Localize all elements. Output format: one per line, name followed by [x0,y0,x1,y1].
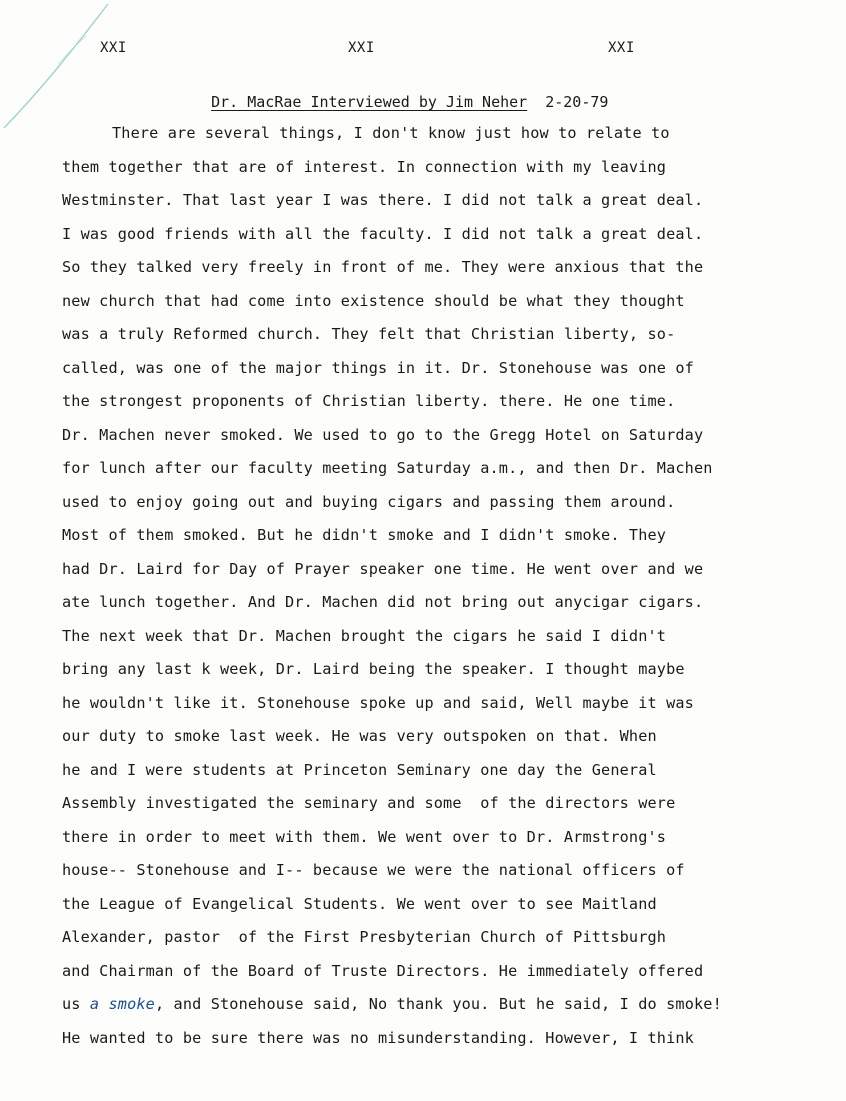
text-line: house-- Stonehouse and I-- because we were the national officers of [62,861,685,879]
line-segment: , and Stonehouse said, No thank you. But he said, I do smoke! [154,995,722,1013]
text-line: Westminster. That last year I was there. I did not talk a great deal. [62,191,704,209]
text-line: ate lunch together. And Dr. Machen did not bring out anycigar cigars. [62,593,704,611]
handwritten-annotation: a smoke [89,995,155,1013]
header-number-left: XXI [100,40,127,56]
page-edge-mark [0,0,120,140]
text-line: our duty to smoke last week. He was very outspoken on that. When [62,727,657,745]
text-line: There are several things, I don't know just how to relate to [112,124,670,142]
header-number-center: XXI [348,40,375,56]
line-segment: us [62,995,90,1013]
text-line: Alexander, pastor of the First Presbyterian Church of Pittsburgh [62,928,667,946]
text-line: them together that are of interest. In connection with my leaving [62,157,667,176]
text-line: there in order to meet with them. We went over to Dr. Armstrong's [62,827,667,846]
text-line: and Chairman of the Board of Truste Directors. He immediately offered [62,961,704,980]
text-line: Most of them smoked. But he didn't smoke and I didn't smoke. They [62,526,667,544]
text-line-annotated [62,993,822,1027]
text-line: the League of Evangelical Students. We went over to see Maitland [62,894,657,913]
text-line: was a truly Reformed church. They felt that Christian liberty, so- [62,325,676,343]
text-line: for lunch after our faculty meeting Saturday a.m., and then Dr. Machen [62,459,713,477]
title-date: 2-20-79 [545,93,609,111]
text-line: He wanted to be sure there was no misunderstanding. However, I think [62,1028,694,1047]
text-line: had Dr. Laird for Day of Prayer speaker one time. He went over and we [62,559,704,578]
text-line: he and I were students at Princeton Seminary one day the General [62,760,657,779]
text-line: new church that had come into existence should be what they thought [62,291,685,310]
text-line: The next week that Dr. Machen brought the cigars he said I didn't [62,626,667,645]
text-line: used to enjoy going out and buying cigars and passing them around. [62,492,676,511]
text-line: I was good friends with all the faculty. I did not talk a great deal. [62,224,704,243]
text-line: he wouldn't like it. Stonehouse spoke up and said, Well maybe it was [62,693,694,712]
body-text [62,122,822,1060]
text-line: the strongest proponents of Christian liberty. there. He one time. [62,392,676,410]
text-line: called, was one of the major things in it. Dr. Stonehouse was one of [62,358,694,377]
document-title [175,75,608,129]
title-text: Dr. MacRae Interviewed by Jim Neher [211,93,528,111]
text-line: So they talked very freely in front of me. They were anxious that the [62,258,704,276]
text-line: bring any last k week, Dr. Laird being the speaker. I thought maybe [62,660,685,678]
text-line: Assembly investigated the seminary and some of the directors were [62,794,676,812]
text-line: Dr. Machen never smoked. We used to go to the Gregg Hotel on Saturday [62,425,704,444]
header-number-right: XXI [608,40,635,56]
